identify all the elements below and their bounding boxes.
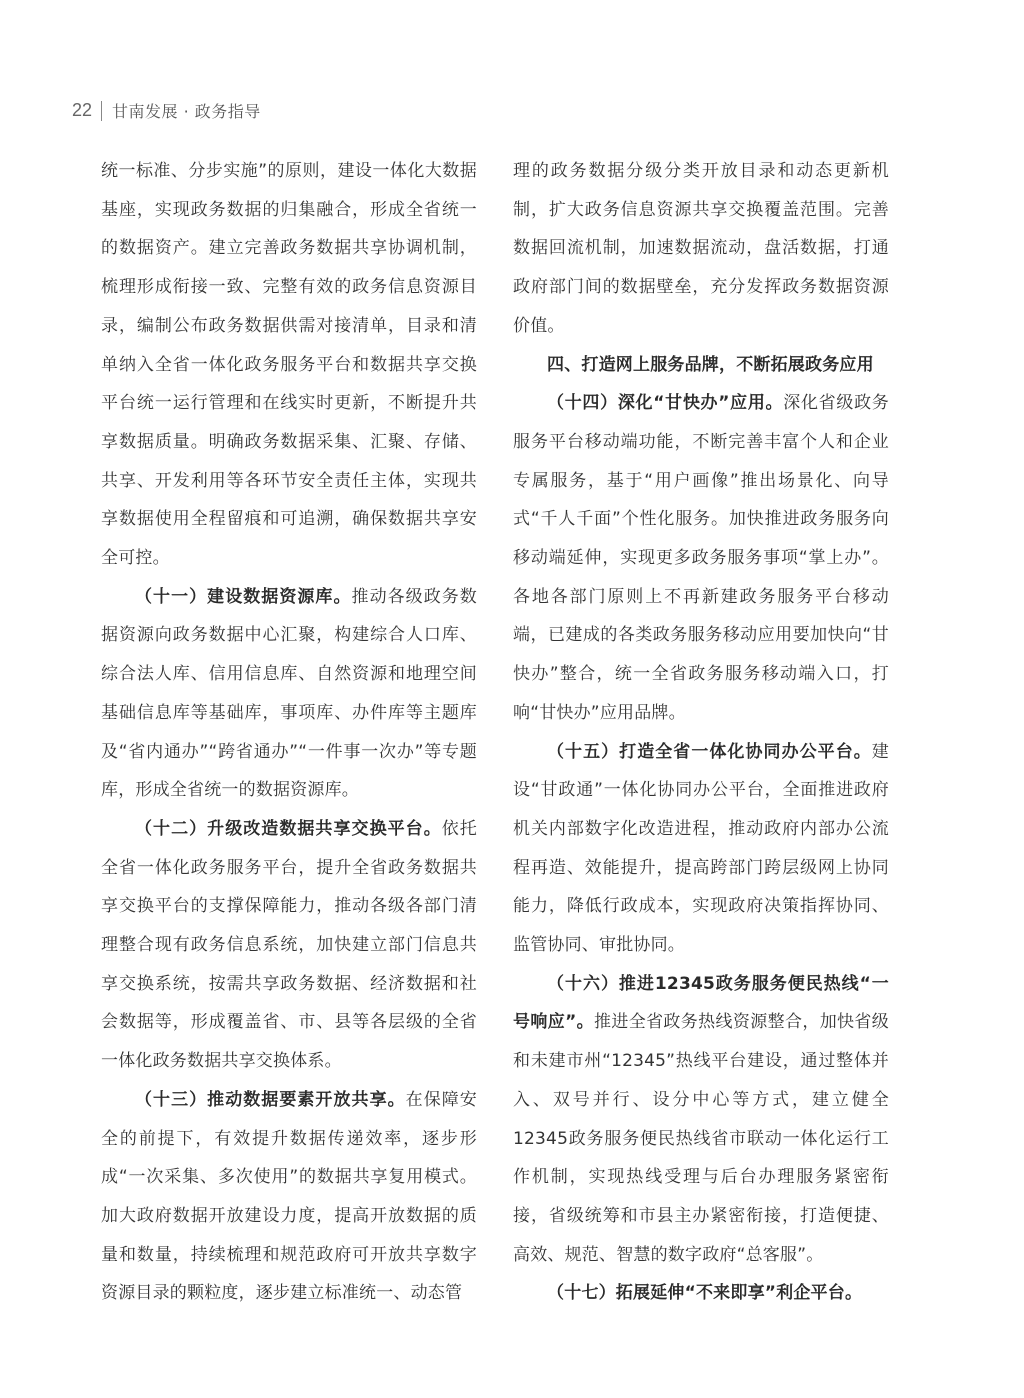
paragraph-lead: （十四）深化“甘快办”应用。 [547, 393, 784, 414]
paragraph [513, 733, 889, 965]
paragraph [513, 1274, 889, 1313]
header-divider [101, 101, 102, 121]
running-header [72, 99, 261, 122]
paragraph-lead: （十五）打造全省一体化协同办公平台。 [547, 741, 872, 762]
right-column [513, 152, 889, 1313]
paragraph-lead: （十七）拓展延伸“不来即享”利企平台。 [547, 1283, 863, 1304]
paragraph [101, 578, 477, 810]
paragraph-lead: （十二）升级改造数据共享交换平台。 [135, 818, 442, 839]
paragraph-text: 推进全省政务热线资源整合，加快省级和未建市州“12345”热线平台建设，通过整体并入、双号并行、设分中心等方式，建立健全12345政务服务便民热线省市联动一体化运行工作机制，实现热线受理与后台办理服务紧密衔接，省级统筹和市县主办紧密衔接，打造便捷、高效、规范、智慧的数字政府“总客服”。 [513, 1012, 889, 1265]
paragraph [101, 810, 477, 1081]
left-column [101, 152, 477, 1313]
paragraph [101, 1081, 477, 1313]
paragraph: 理的政务数据分级分类开放目录和动态更新机制，扩大政务信息资源共享交换覆盖范围。完善数据回流机制，加速数据流动，盘活数据，打通政府部门间的数据壁垒，充分发挥政务数据资源价值。 [513, 161, 889, 336]
paragraph-text: 深化省级政务服务平台移动端功能，不断完善丰富个人和企业专属服务，基于“用户画像”推出场景化、向导式“千人千面”个性化服务。加快推进政务服务向移动端延伸，实现更多政务服务事项“掌上办”。各地各部门原则上不再新建政务服务平台移动端，已建成的各类政务服务移动应用要加快向“甘快办”整合，统一全省政务服务移动端入口，打响“甘快办”应用品牌。 [513, 393, 889, 723]
paragraph: 统一标准、分步实施”的原则，建设一体化大数据基座，实现政务数据的归集融合，形成全省统一的数据资产。建立完善政务数据共享协调机制，梳理形成衔接一致、完整有效的政务信息资源目录，编制公布政务数据供需对接清单，目录和清单纳入全省一体化政务服务平台和数据共享交换平台统一运行管理和在线实时更新，不断提升共享数据质量。明确政务数据采集、汇聚、存储、共享、开发利用等各环节安全责任主体，实现共享数据使用全程留痕和可追溯，确保数据共享安全可控。 [101, 161, 477, 569]
paragraph-lead: （十三）推动数据要素开放共享。 [135, 1089, 406, 1110]
paragraph-lead: （十六）推进12345政务服务便民热线“一号响应”。 [513, 973, 889, 1033]
page-number: 22 [72, 100, 93, 120]
section-heading: 四、打造网上服务品牌，不断拓展政务应用 [547, 354, 874, 375]
paragraph [513, 384, 889, 732]
paragraph-text: 推动各级政务数据资源向政务数据中心汇聚，构建综合人口库、综合法人库、信用信息库、自然资源和地理空间基础信息库等基础库，事项库、办件库等主题库及“省内通办”“跨省通办”“一件事一次办”等专题库，形成全省统一的数据资源库。 [101, 586, 477, 801]
paragraph-lead: （十一）建设数据资源库。 [135, 586, 352, 607]
paragraph-text: 建设“甘政通”一体化协同办公平台，全面推进政府机关内部数字化改造进程，推动政府内部办公流程再造、效能提升，提高跨部门跨层级网上协同能力，降低行政成本，实现政府决策指挥协同、监管协同、审批协同。 [513, 741, 889, 956]
paragraph-text: 依托全省一体化政务服务平台，提升全省政务数据共享交换平台的支撑保障能力，推动各级各部门清理整合现有政务信息系统，加快建立部门信息共享交换系统，按需共享政务数据、经济数据和社会数据等，形成覆盖省、市、县等各层级的全省一体化政务数据共享交换体系。 [101, 818, 477, 1072]
paragraph-text: 在保障安全的前提下，有效提升数据传递效率，逐步形成“一次采集、多次使用”的数据共享复用模式。加大政府数据开放建设力度，提高开放数据的质量和数量，持续梳理和规范政府可开放共享数字资源目录的颗粒度，逐步建立标准统一、动态管 [101, 1089, 477, 1304]
paragraph [513, 965, 889, 1275]
running-title: 甘南发展 · 政务指导 [112, 102, 261, 121]
